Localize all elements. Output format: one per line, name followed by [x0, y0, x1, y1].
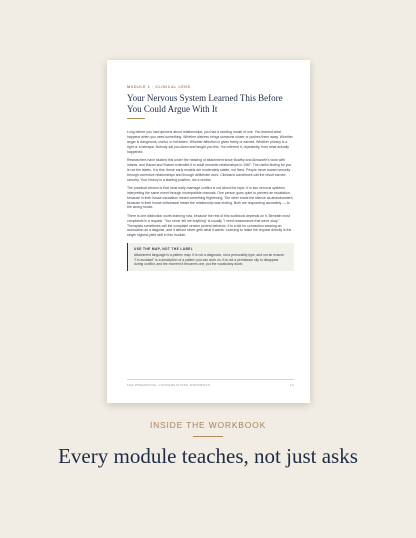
body-paragraph: There is one distinction worth learning now, because the rest of this workbook depends on it. Beneath most complaints is a request. "You never tell me anything" is usually "I need reassurance that we're okay." Therapists sometimes call the complaint version protest behavior. It is a bid for connection wearing an accusation as a disguise, and it almost never gets what it wants. Learning to make the request directly is the single highest-yield skill in this module.	[127, 213, 292, 238]
title-divider	[127, 118, 145, 119]
workbook-page-preview	[107, 60, 310, 403]
section-divider	[193, 436, 223, 437]
section-label: INSIDE THE WORKBOOK	[149, 420, 267, 430]
body-paragraph: Researchers have studied this under the heading of attachment since Bowlby and Ainsworth's work with infants, and Hazan and Shaver extended it to adult romantic relationships in 1987. The useful finding for you is not the labels. It is this: these early models are moderately stable, not fixed. People move toward security through corrective relationships and through deliberate work. Clinicians sometimes call the result earned security. Your history is a starting position, not a verdict.	[127, 157, 292, 182]
body-paragraph: Long before you had opinions about relationships, you had a working model of one. You learned what happens when you need something. Whether distress brings someone closer or pushes them away. Whether anger is dangerous, useful, or forbidden. Whether affection is given freely or earned. Whether privacy is a right or a betrayal. Nobody sat you down and taught you this. You inferred it, repeatedly, from what actually happened.	[127, 130, 293, 154]
callout-label: USE THE MAP, NOT THE LABEL	[134, 247, 194, 252]
callout-box	[127, 243, 294, 271]
tagline: Every module teaches, not just asks	[58, 444, 358, 468]
page-title: Your Nervous System Learned This Before You Could Argue With It	[127, 93, 283, 114]
callout-text: Attachment language is a pattern map. It is not a diagnosis, not a personality type, and not an excuse. "I'm avoidant" is a description of a pattern you can work on. It is not a permission slip to disappear during conflict, and the moment it becomes one, put the vocabulary down.	[134, 253, 285, 267]
module-label: MODULE 1 · CLINICAL LENS	[127, 85, 191, 89]
body-paragraph: The practical version is that most early marriage conflict is not about the topic. It is two nervous systems interpreting the same event through incompatible manuals. One person goes quiet to prevent an escalation, because in their house escalation meant something frightening. The other reads the silence as abandonment, because in their house withdrawal meant the relationship was ending. Both are responding accurately — to the wrong house.	[127, 185, 294, 210]
page-number: 12	[289, 383, 294, 387]
footer-book-title: THE PREMARITAL CONVERSATIONS WORKBOOK	[127, 383, 211, 387]
page-footer	[127, 379, 294, 387]
